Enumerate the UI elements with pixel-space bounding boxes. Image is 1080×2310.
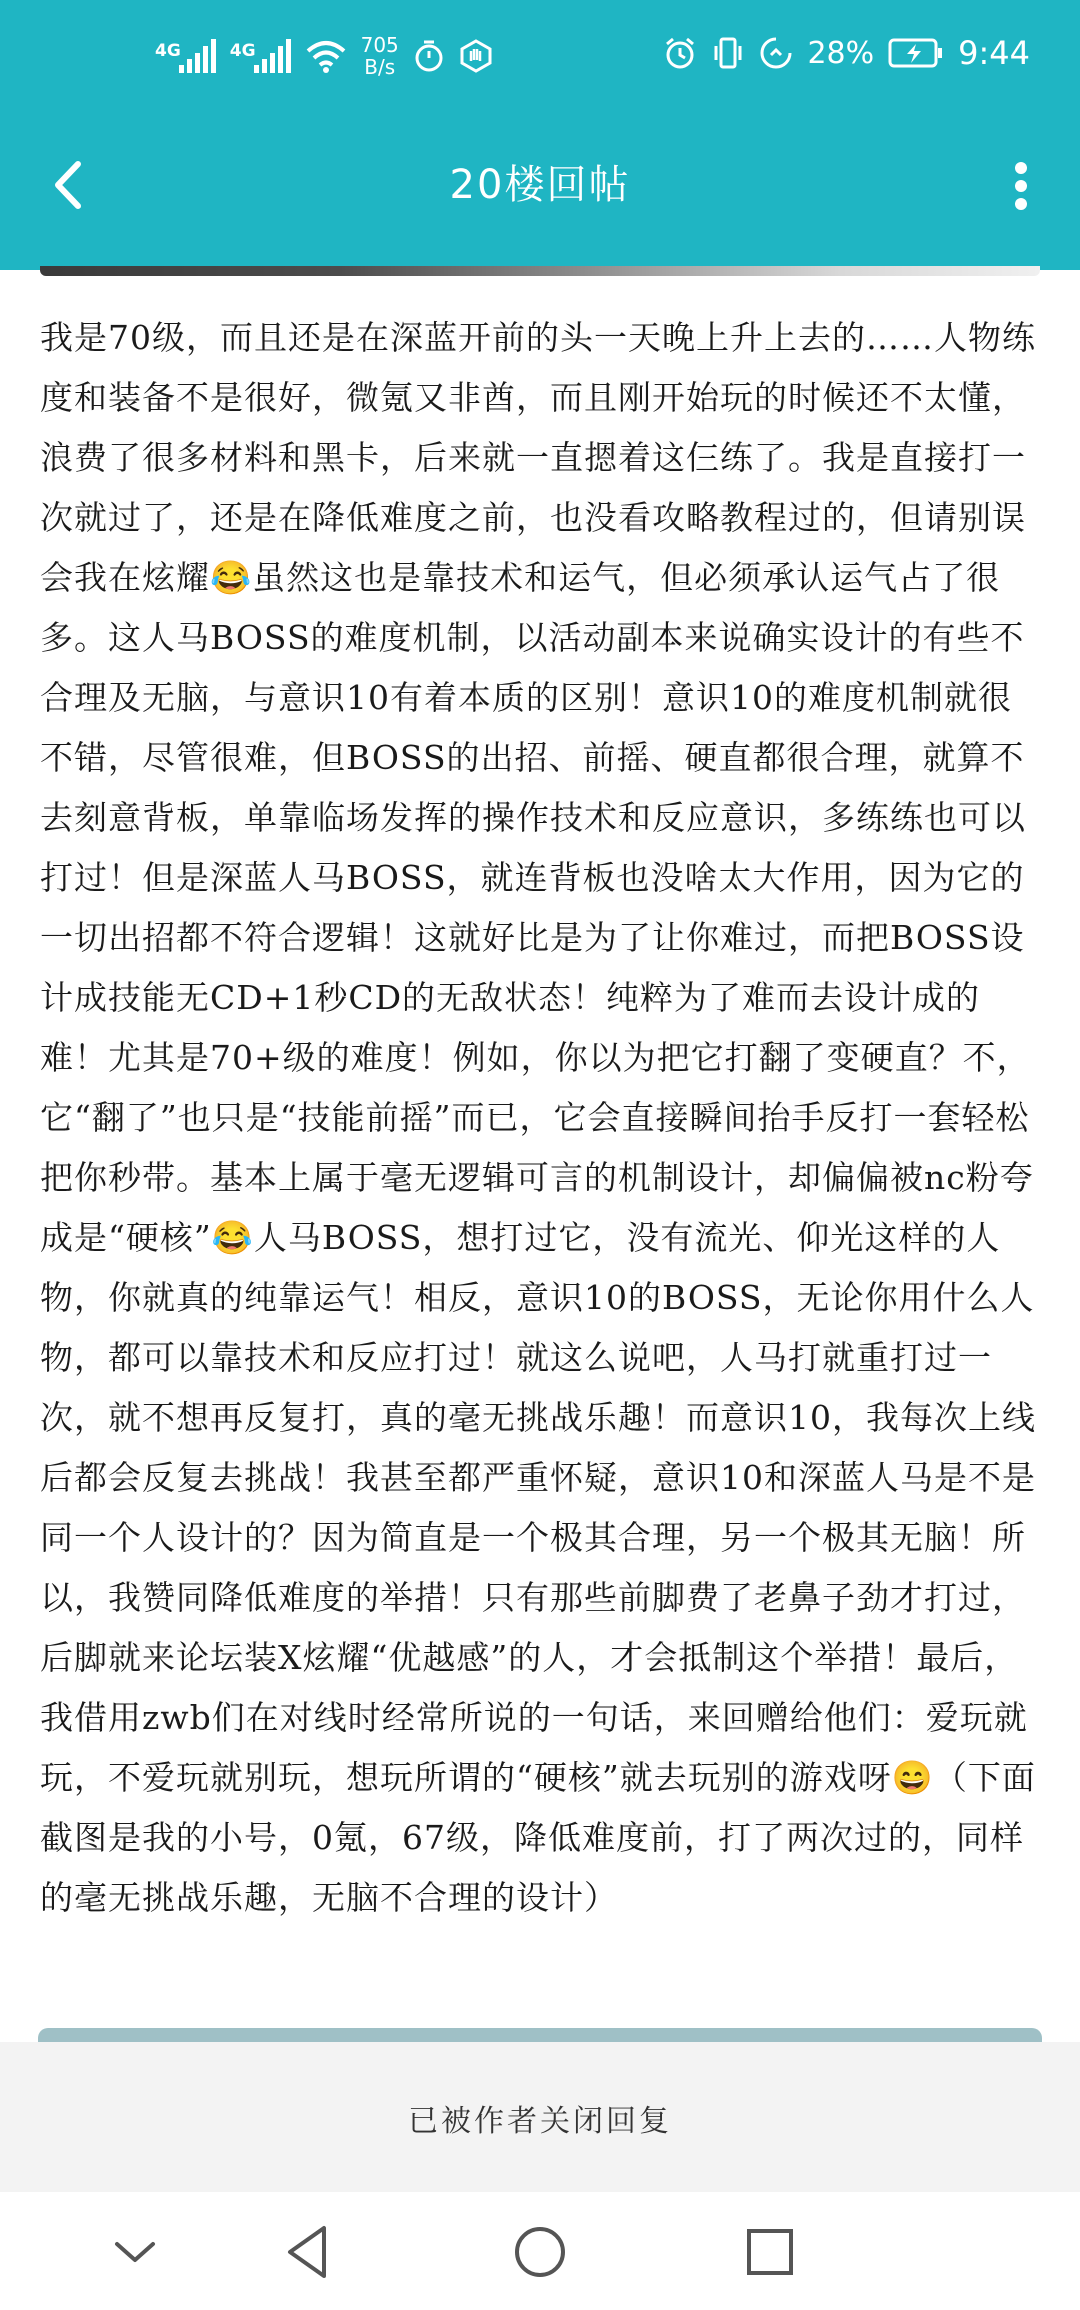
cellular-signal-2 [230,39,291,73]
battery-charging-icon [888,38,944,68]
back-triangle-icon [280,2222,340,2282]
wifi-icon [305,39,347,73]
status-bar-left [155,34,493,78]
post-image-bottom-edge [40,266,1040,276]
timer-icon [413,39,445,73]
signal-icon [179,39,216,73]
network-type-label: 4G [155,41,181,61]
reply-closed-notice [0,2042,1080,2192]
speed-unit: B/s [364,55,396,79]
more-options-button[interactable] [990,150,1050,220]
clock-time: 9:44 [958,34,1030,72]
alarm-icon [663,36,697,70]
speed-value: 705 [360,33,399,57]
nav-recents-button[interactable] [740,2222,800,2282]
nav-back-button[interactable] [280,2222,340,2282]
system-navigation-bar [0,2192,1080,2310]
network-speed [361,34,399,78]
vibrate-icon [711,36,745,70]
hand-icon [459,39,493,73]
reply-closed-text: 已被作者关闭回复 [408,2104,672,2139]
page-title: 20楼回帖 [449,162,631,208]
recents-square-icon [740,2222,800,2282]
home-circle-icon [510,2222,570,2282]
cellular-signal-1 [155,39,216,73]
app-header [0,0,1080,270]
post-image-top-edge [38,2028,1042,2042]
reply-text: 我是70级，而且还是在深蓝开前的头一天晚上升上去的……人物练度和装备不是很好，微氪又非酋，而且刚开始玩的时候还不太懂，浪费了很多材料和黑卡，后来就一直摁着这仨练了。我是直接打一次就过了，还是在降低难度之前，也没看攻略教程过的，但请别误会我在炫耀😂虽然这也是靠技术和运气，但必须承认运气占了很多。这人马BOSS的难度机制，以活动副本来说确实设计的有些不合理及无脑，与意识10有着本质的区别！意识10的难度机制就很不错，尽管很难，但BOSS的出招、前摇、硬直都很合理，就算不去刻意背板，单靠临场发挥的操作技术和反应意识，多练练也可以打过！但是深蓝人马BOSS，就连背板也没啥太大作用，因为它的一切出招都不符合逻辑！这就好比是为了让你难过，而把BOSS设计成技能无CD+1秒CD的无敌状态！纯粹为了难而去设计成的难！尤其是70+级的难度！例如，你以为把它打翻了变硬直？不，它“翻了”也只是“技能前摇”而已，它会直接瞬间抬手反打一套轻松把你秒带。基本上属于毫无逻辑可言的机制设计，却偏偏被nc粉夸成是“硬核”😂人马BOSS，想打过它，没有流光、仰光这样的人物，你就真的纯靠运气！相反，意识10的BOSS，无论你用什么人物，都可以靠技术和反应打过！就这么说吧，人马打就重打过一次，就不想再反复打，真的毫无挑战乐趣！而意识10，我每次上线后都会反复去挑战！我甚至都严重怀疑，意识10和深蓝人马是不是同一个人设计的？因为简直是一个极其合理，另一个极其无脑！所以，我赞同降低难度的举措！只有那些前脚费了老鼻子劲才打过，后脚就来论坛装X炫耀“优越感”的人，才会抵制这个举措！最后，我借用zwb们在对线时经常所说的一句话，来回赠给他们：爱玩就玩，不爱玩就别玩，想玩所谓的“硬核”就去玩别的游戏呀😄（下面截图是我的小号，0氪，67级，降低难度前，打了两次过的，同样的毫无挑战乐趣，无脑不合理的设计） [40,318,1036,1917]
status-bar-right [663,34,1030,72]
data-saver-icon [759,36,793,70]
collapse-button[interactable] [105,2222,165,2282]
signal-icon [254,39,291,73]
network-type-label: 4G [229,41,256,61]
battery-percent: 28% [807,35,875,71]
status-bar [0,0,1080,125]
reply-content [40,308,1045,1928]
nav-home-button[interactable] [510,2222,570,2282]
collapse-icon [105,2222,165,2282]
